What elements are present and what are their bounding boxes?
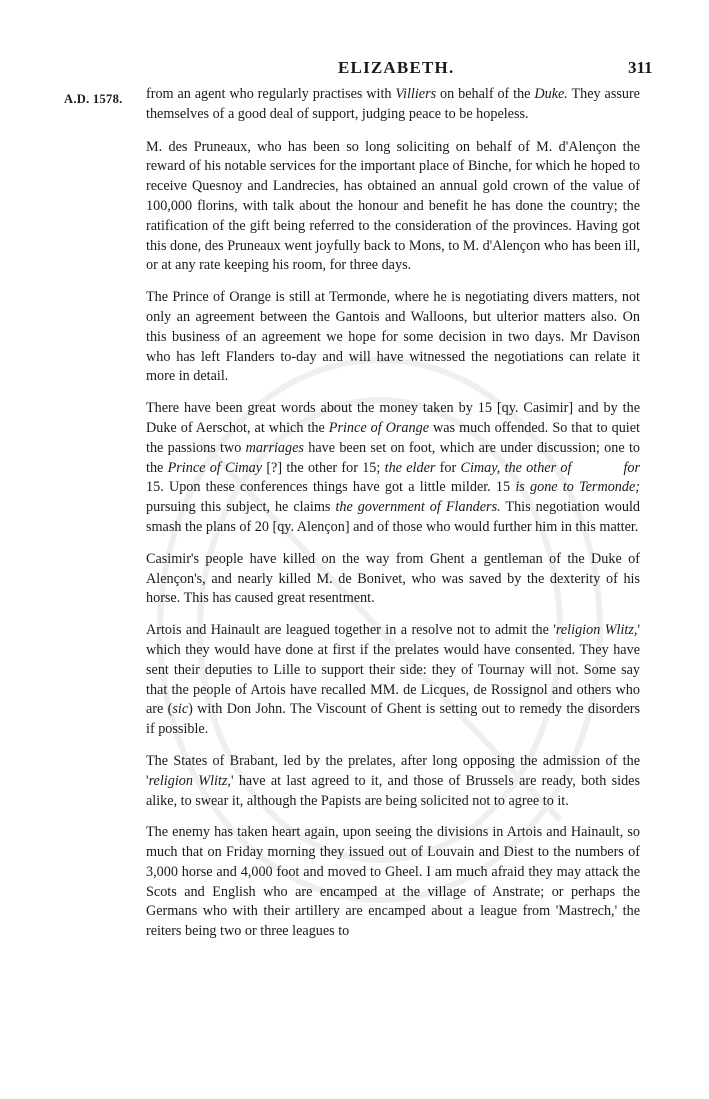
text-run: 15. Upon these conferences things have got a little milder. 15 [146, 479, 516, 496]
italic-text: the elder [384, 459, 436, 476]
italic-text: marriages [245, 439, 304, 456]
italic-text: the government of Flanders. [335, 499, 501, 516]
paragraph [146, 288, 640, 387]
text-run: The enemy has taken heart again, upon seeing the divisions in Artois and Hainault, so much that on Friday morning they issued out of Louvain and Diest to the numbers of 3,000 horse and 4,000 foot and moved to Gheel. I am much afraid they may attack the Scots and English who are encamped at the village of Anstrate; or perhaps the Germans who with their artillery are encamped about a league from 'Mastrech,' the reiters being two or three leagues to [146, 824, 640, 940]
italic-text: Prince of Cimay [167, 459, 263, 476]
text-run: was much offended. So that to quiet the passions two [146, 419, 640, 456]
italic-text: Villiers [395, 86, 437, 102]
paragraph [146, 138, 640, 277]
italic-text: Prince of Orange [328, 419, 430, 436]
calendar-entry-text [146, 85, 640, 954]
paragraph [146, 823, 640, 942]
text-run: pursuing this subject, he claims [146, 499, 336, 516]
paragraph [146, 85, 640, 125]
text-run: There have been great words about the money taken by 15 [qy. Casimir] and by the Duke of Aerschot, at which the [146, 400, 640, 436]
text-run: This negotiation would smash the plans of 20 [qy. Alençon] and of those who would further him in this matter. [146, 499, 640, 535]
paragraph [146, 621, 640, 740]
page-header [0, 58, 709, 82]
text-run: on behalf of the [436, 86, 535, 102]
italic-text: religion Wlitz, [555, 622, 638, 639]
paragraph [146, 550, 640, 609]
text-run: ) with Don John. The Viscount of Ghent is setting out to remedy the disorders if possible. [146, 701, 640, 738]
italic-text: for [623, 459, 640, 476]
text-run: Artois and Hainault are leagued together in a resolve not to admit the ' [146, 622, 556, 639]
margin-year-note: A.D. 1578. [64, 92, 123, 106]
text-run: ' have at last agreed to it, and those of Brussels are ready, both sides alike, to swear it, although the Papists are being solicited not to agree to it. [146, 772, 640, 809]
text-run: They assure themselves of a good deal of support, judging peace to be hopeless. [146, 86, 640, 122]
italic-text: Duke. [534, 86, 568, 102]
italic-text: is gone to Termonde; [515, 479, 641, 496]
text-run: The States of Brabant, led by the prelates, after long opposing the admission of the ' [146, 752, 640, 789]
running-title: ELIZABETH. [338, 58, 455, 77]
text-run: ' which they would have done at first if the prelates would have consented. They have sent their deputies to Lille to support their side: they of Tournay will not. Some say that the people of Artois have recalled MM. de Licques, de Rossignol and others who are ( [146, 622, 640, 718]
italic-text: Cimay, the other of [460, 459, 572, 476]
text-run: have been set on foot, which are under discussion; one to the [146, 439, 640, 476]
text-run: for [435, 459, 461, 476]
text-run: The Prince of Orange is still at Termonde, where he is negotiating divers matters, not only an agreement between the Gantois and Walloons, but ulterior matters also. On this business of an agreement we hope for some decision in two days. Mr Davison who has left Flanders to-day and will have witnessed the negotiations can relate it more in detail. [146, 289, 640, 385]
paragraph [146, 399, 640, 538]
italic-text: sic [172, 701, 189, 718]
text-run: from an agent who regularly practises with [146, 86, 396, 102]
text-run: Casimir's people have killed on the way from Ghent a gentleman of the Duke of Alençon's, and nearly killed M. de Bonivet, who was saved by the dexterity of his horse. This has caused great resentment. [146, 550, 640, 607]
paragraph [146, 752, 640, 811]
italic-text: religion Wlitz, [148, 772, 231, 789]
page-number: 311 [628, 58, 653, 77]
text-run: [?] the other for 15; [262, 459, 385, 476]
text-run: M. des Pruneaux, who has been so long soliciting on behalf of M. d'Alençon the reward of his notable services for the important place of Binche, for which he hoped to receive Quesnoy and Landrecies, has obtained an annual gold crown of the value of 100,000 florins, with talk about the honour and benefit he has done the country; the ratification of the gift being referred to the consideration of the provinces. Having got this done, des Pruneaux went joyfully back to Mons, to M. d'Alençon who has been ill, or at any rate keeping his room, for three days. [146, 138, 640, 274]
